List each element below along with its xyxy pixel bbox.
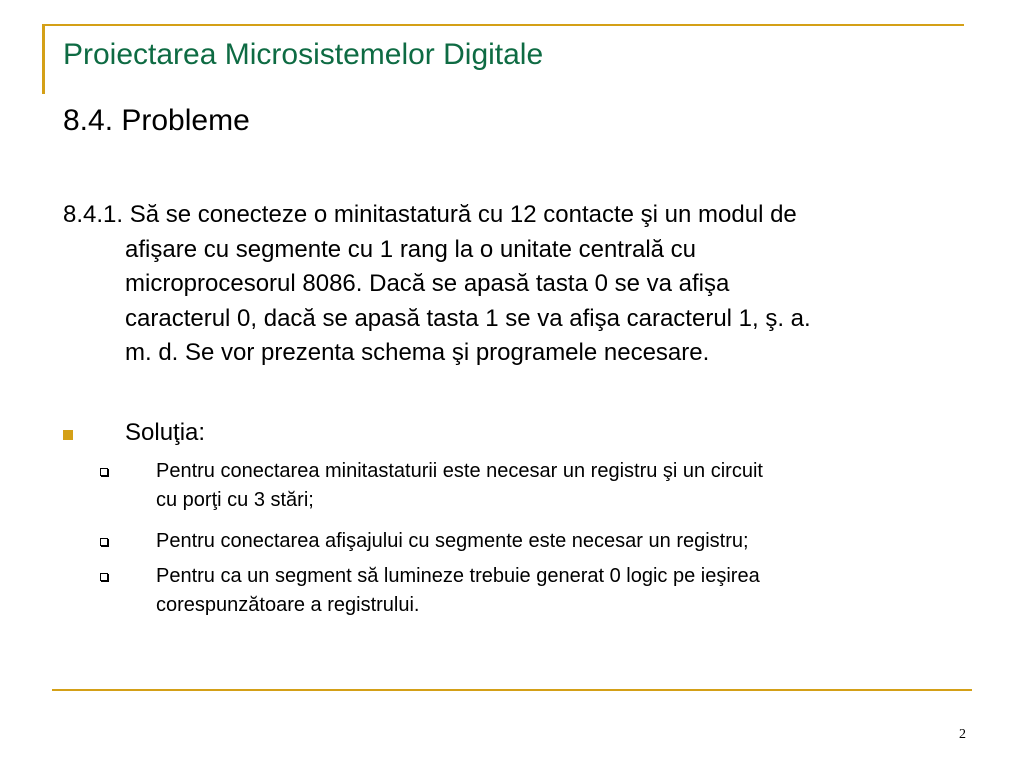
subitem-text bbox=[156, 457, 960, 515]
hollow-square-bullet-icon bbox=[100, 538, 108, 546]
section-heading: 8.4. Probleme bbox=[63, 104, 250, 137]
subitem-line: Pentru conectarea afişajului cu segmente este necesar un registru; bbox=[156, 530, 749, 552]
subitem-line: corespunzătoare a registrului. bbox=[156, 594, 420, 616]
problem-line: 8.4.1. Să se conecteze o minitastatură cu 12 contacte şi un modul de bbox=[63, 201, 797, 228]
page-number: 2 bbox=[959, 727, 966, 742]
solution-subitem bbox=[100, 527, 960, 556]
problem-line: microprocesorul 8086. Dacă se apasă tasta 0 se va afişa bbox=[125, 270, 730, 297]
footer-divider bbox=[52, 689, 972, 691]
subitem-line: Pentru ca un segment să lumineze trebuie generat 0 logic pe ieşirea bbox=[156, 565, 760, 587]
title-accent-horizontal-line bbox=[42, 24, 964, 26]
square-bullet-icon bbox=[63, 430, 73, 440]
problem-line: afişare cu segmente cu 1 rang la o unitate centrală cu bbox=[125, 235, 697, 263]
slide-title: Proiectarea Microsistemelor Digitale bbox=[63, 38, 544, 71]
hollow-square-bullet-icon bbox=[100, 468, 108, 476]
subitem-line: cu porţi cu 3 stări; bbox=[156, 489, 314, 511]
solution-subitem bbox=[100, 457, 960, 515]
title-accent-vertical-line bbox=[42, 24, 45, 94]
solution-label: Soluţia: bbox=[125, 419, 206, 446]
problem-line: caracterul 0, dacă se apasă tasta 1 se va afişa caracterul 1, ş. a. bbox=[125, 304, 811, 332]
problem-line: m. d. Se vor prezenta schema şi programele necesare. bbox=[125, 339, 710, 366]
subitem-text bbox=[156, 562, 960, 620]
problem-statement bbox=[63, 198, 963, 371]
solution-subitem bbox=[100, 562, 960, 620]
subitem-line: Pentru conectarea minitastaturii este necesar un registru şi un circuit bbox=[156, 460, 763, 482]
subitem-text bbox=[156, 527, 960, 556]
hollow-square-bullet-icon bbox=[100, 573, 108, 581]
